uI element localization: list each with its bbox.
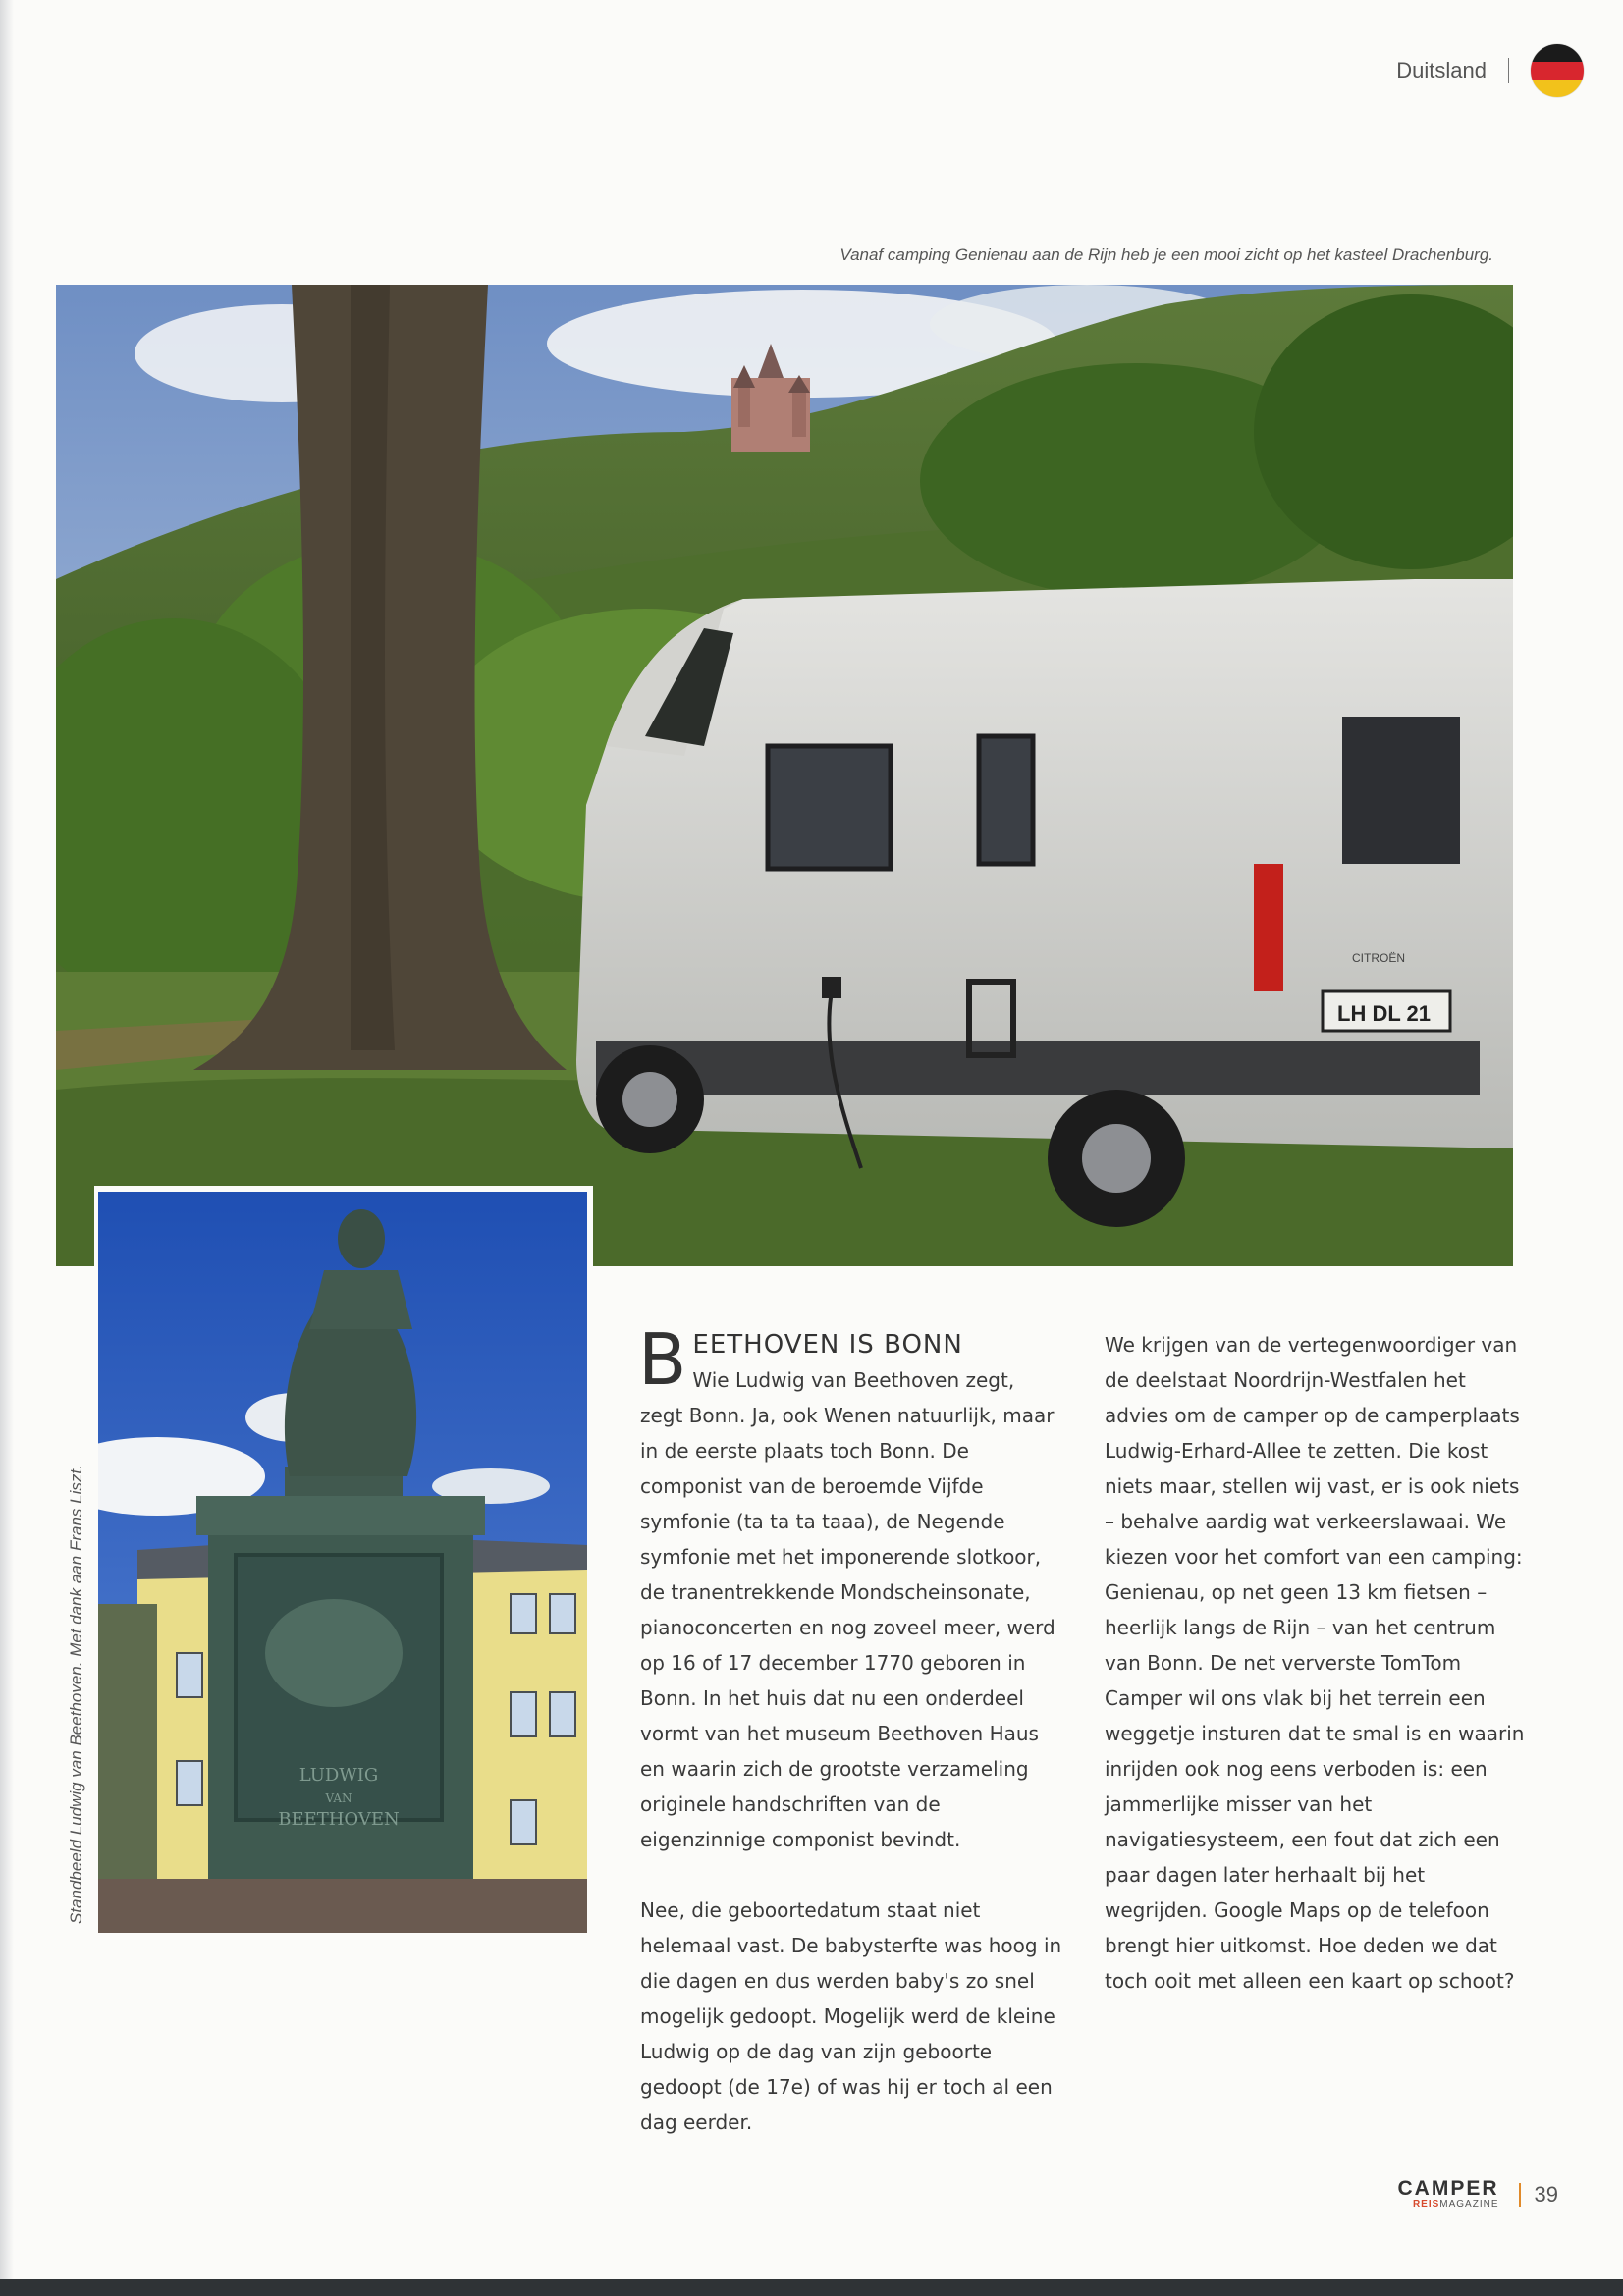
page-number: 39 — [1534, 2182, 1558, 2207]
camper-van-illustration — [576, 579, 1513, 1227]
article-intro-paragraph — [638, 1318, 1062, 1857]
heading-dropcap: B — [638, 1318, 687, 1401]
svg-text:CITROËN: CITROËN — [1352, 951, 1405, 965]
brand-sub-text: MAGAZINE — [1439, 2199, 1499, 2210]
article-column-right — [1105, 1327, 1527, 2034]
paragraph-text: Wie Ludwig van Beethoven zegt, zegt Bonn. Ja, ook Wenen natuurlijk, maar in de eerste plaats toch Bonn. De componist van de beroemde Vijfde symfonie (ta ta ta taaa), de Negende symfonie met het imponerende slotkoor, de tranentrekkende Mondscheinsonate, pianoconcerten en nog zoveel meer, werd op 16 of 17 december 1770 geboren in Bonn. In het huis dat nu een onderdeel vormt van het museum Beethoven Haus en waarin zich de grootste verzameling originele handschriften van de eigenzinnige componist bevindt. — [640, 1368, 1055, 1851]
beethoven-statue-photo — [94, 1186, 593, 1939]
scan-edge — [0, 0, 14, 2296]
flag-stripe-black — [1531, 44, 1584, 62]
svg-text:BEETHOVEN: BEETHOVEN — [278, 1809, 400, 1830]
article-paragraph: Nee, die geboortedatum staat niet helemaal vast. De babysterfte was hoog in die dagen en dus werden baby's zo snel mogelijk gedoopt. Mogelijk werd de kleine Ludwig op de dag van zijn geboorte gedoopt (de 17e) of was hij er toch al een dag eerder. — [640, 1898, 1062, 2134]
page-footer — [1398, 2179, 1559, 2211]
header-divider — [1508, 58, 1509, 83]
brand-sub — [1413, 2199, 1499, 2211]
article-column-left — [638, 1318, 1062, 2175]
footer-divider — [1519, 2183, 1521, 2207]
svg-text:LH DL 21: LH DL 21 — [1337, 1001, 1431, 1026]
camper-castle-photo — [56, 285, 1513, 1266]
article-heading: EETHOVEN IS BONN — [692, 1330, 963, 1360]
statue-photo-caption: Standbeeld Ludwig van Beethoven. Met dank aan Frans Liszt. — [67, 1465, 85, 1924]
scan-edge-bottom — [0, 2279, 1623, 2296]
main-photo-caption: Vanaf camping Genienau aan de Rijn heb je een mooi zicht op het kasteel Drachenburg. — [839, 245, 1493, 264]
brand-main: CAMPER — [1397, 2177, 1499, 2200]
magazine-logo — [1398, 2179, 1499, 2211]
page-header — [1396, 43, 1584, 98]
country-label: Duitsland — [1396, 58, 1487, 82]
article-paragraph: We krijgen van de vertegenwoordiger van de deelstaat Noordrijn-Westfalen het advies om de camper op de camperplaats Ludwig-Erhard-Allee te zetten. Die kost niets maar, stellen wij vast, er is ook niets – behalve aardig wat verkeerslawaai. We kiezen voor het comfort van een camping: Genienau, op net geen 13 km fietsen – heerlijk langs de Rijn – van het centrum van Bonn. De net ververste TomTom Camper wil ons vlak bij het terrein een weggetje insturen dat te smal is en waarin inrijden ook nog eens verboden is: een jammerlijke misser van het navigatiesysteem, een fout dat zich een paar dagen later herhaalt bij het wegrijden. Google Maps op de telefoon brengt hier uitkomst. Hoe deden we dat toch ooit met alleen een kaart op schoot? — [1105, 1333, 1525, 1993]
brand-sub-accent: REIS — [1412, 2199, 1440, 2210]
svg-text:VAN: VAN — [325, 1791, 352, 1805]
germany-flag-icon — [1531, 44, 1584, 97]
svg-text:LUDWIG: LUDWIG — [298, 1765, 379, 1786]
flag-stripe-gold — [1531, 80, 1584, 97]
flag-stripe-red — [1531, 62, 1584, 80]
